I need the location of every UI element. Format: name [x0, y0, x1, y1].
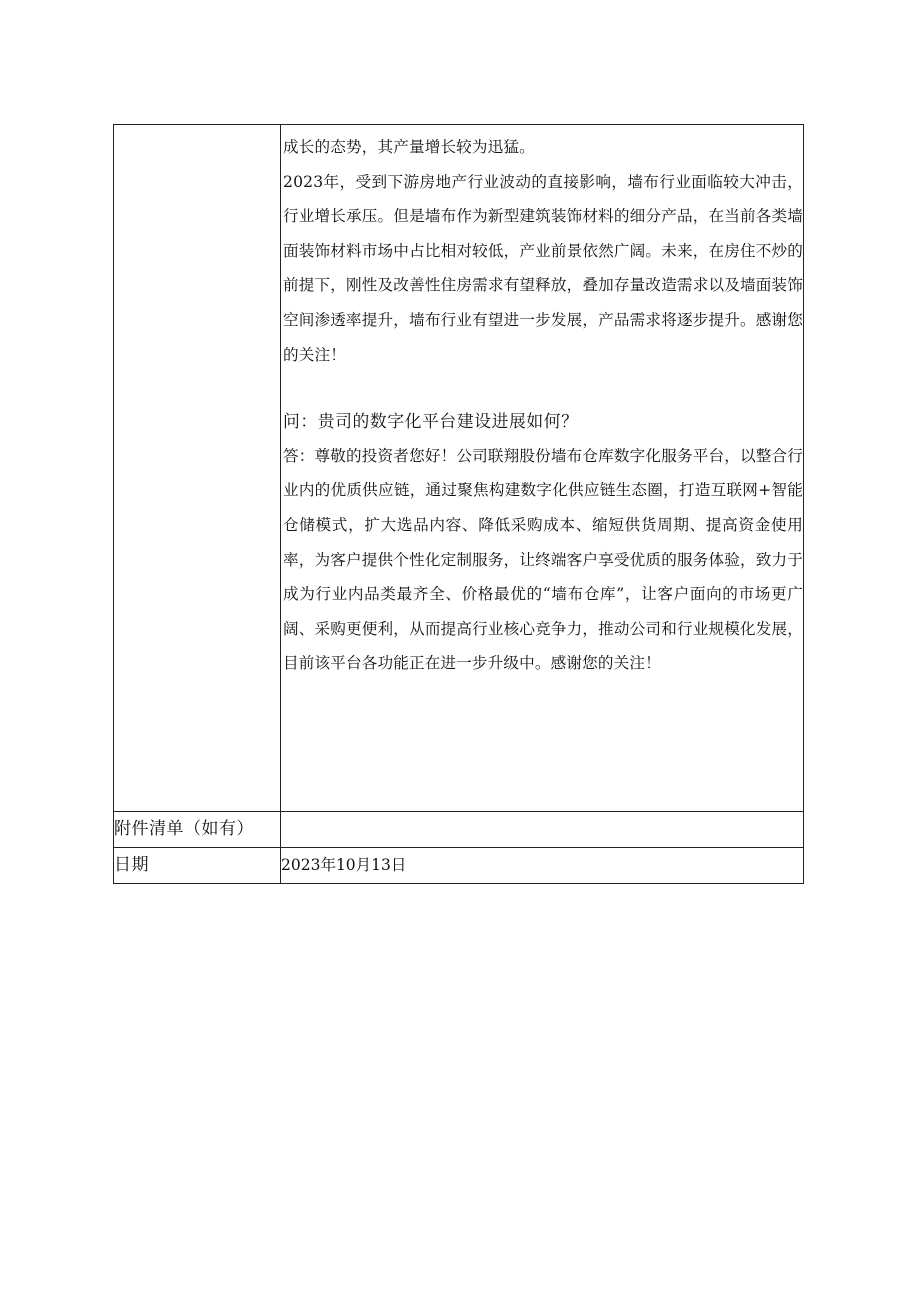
content-row — [114, 125, 804, 812]
date-row — [114, 848, 804, 884]
answer-paragraph-1: 成长的态势，其产量增长较为迅猛。 — [283, 138, 535, 156]
date-label: 日期 — [114, 848, 281, 884]
paragraph-spacer — [283, 372, 803, 404]
content-body — [281, 125, 803, 681]
content-label-cell — [114, 125, 281, 812]
date-value: 2023年10月13日 — [281, 848, 804, 884]
content-cell — [281, 125, 804, 812]
question-text: 问：贵司的数字化平台建设进展如何？ — [283, 411, 579, 432]
attachments-value — [281, 812, 804, 848]
answer-paragraph-2: 2023年，受到下游房地产行业波动的直接影响，墙布行业面临较大冲击，行业增长承压。但是墙布作为新型建筑装饰材料的细分产品，在当前各类墙面装饰材料市场中占比相对较低，产业前景依然广阔。未来，在房住不炒的前提下，刚性及改善性住房需求有望释放，叠加存量改造需求以及墙面装饰空间渗透率提升，墙布行业有望进一步发展，产品需求将逐步提升。感谢您的关注！ — [283, 172, 803, 364]
record-table — [113, 124, 804, 884]
answer-text: 答：尊敬的投资者您好！公司联翔股份墙布仓库数字化服务平台，以整合行业内的优质供应链，通过聚焦构建数字化供应链生态圈，打造互联网+智能仓储模式，扩大选品内容、降低采购成本、缩短供货周期、提高资金使用率，为客户提供个性化定制服务，让终端客户享受优质的服务体验，致力于成为行业内品类最齐全、价格最优的“墙布仓库”，让客户面向的市场更广阔、采购更便利，从而提高行业核心竞争力，推动公司和行业规模化发展，目前该平台各功能正在进一步升级中。感谢您的关注！ — [283, 446, 803, 673]
attachments-label: 附件清单（如有） — [114, 812, 281, 848]
attachments-row — [114, 812, 804, 848]
